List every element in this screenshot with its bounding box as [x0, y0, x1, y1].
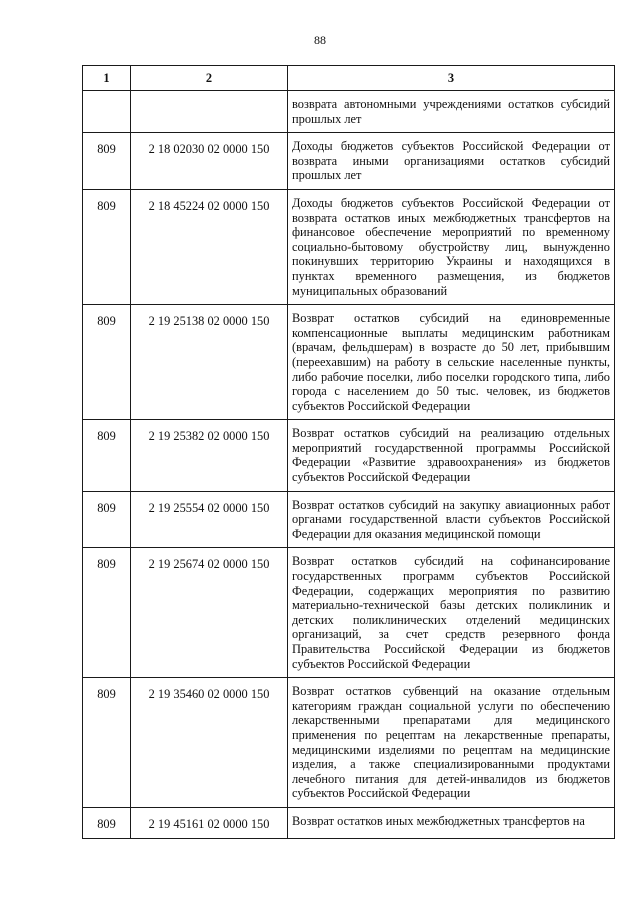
revenue-name-cell: Доходы бюджетов субъектов Российской Федерации от возврата иными организациями остатков субсидий прошлых лет [288, 133, 615, 190]
table-row [83, 807, 615, 838]
revenue-name-cell: Возврат остатков субвенций на оказание отдельным категориям граждан социальной услуги по обеспечению лекарственными препаратами для медицинского применения по рецептам на лекарственные препараты, медицинскими изделиями по рецептам на медицинские изделия, а также специализированными продуктами лечебного питания для детей-инвалидов из бюджетов субъектов Российской Федерации [288, 678, 615, 808]
budget-code-cell: 2 18 45224 02 0000 150 [131, 189, 288, 304]
revenue-name-cell: Возврат остатков субсидий на единовременные компенсационные выплаты медицинским работникам (врачам, фельдшерам) в возрасте до 50 лет, прибывшим (переехавшим) на работу в сельские населенные пункты, либо рабочие поселки, либо поселки городского типа, либо города с населением до 50 тыс. человек, из бюджетов субъектов Российской Федерации [288, 305, 615, 420]
page-number: 88 [314, 33, 326, 47]
admin-code-cell [83, 91, 131, 133]
column-header-3: 3 [288, 66, 615, 91]
table-row [83, 189, 615, 304]
budget-classification-table [82, 65, 615, 839]
budget-code-cell [131, 91, 288, 133]
revenue-name-cell: Доходы бюджетов субъектов Российской Федерации от возврата остатков иных межбюджетных трансфертов на финансовое обеспечение мероприятий по временному социально-бытовому обустройству лиц, вынужденно покинувших территорию Украины и находящихся в пунктах временного размещения, из бюджетов муниципальных образований [288, 189, 615, 304]
table-row [83, 678, 615, 808]
admin-code-cell: 809 [83, 420, 131, 491]
admin-code-cell: 809 [83, 548, 131, 678]
column-header-1: 1 [83, 66, 131, 91]
table-row [83, 305, 615, 420]
admin-code-cell: 809 [83, 807, 131, 838]
budget-code-cell: 2 19 45161 02 0000 150 [131, 807, 288, 838]
admin-code-cell: 809 [83, 305, 131, 420]
column-header-2: 2 [131, 66, 288, 91]
budget-code-cell: 2 19 35460 02 0000 150 [131, 678, 288, 808]
revenue-name-cell: Возврат остатков иных межбюджетных трансфертов на [288, 807, 615, 838]
budget-code-cell: 2 19 25554 02 0000 150 [131, 491, 288, 548]
budget-code-cell: 2 19 25674 02 0000 150 [131, 548, 288, 678]
table-row [83, 133, 615, 190]
admin-code-cell: 809 [83, 189, 131, 304]
admin-code-cell: 809 [83, 133, 131, 190]
table-row [83, 420, 615, 491]
budget-code-cell: 2 19 25382 02 0000 150 [131, 420, 288, 491]
admin-code-cell: 809 [83, 678, 131, 808]
admin-code-cell: 809 [83, 491, 131, 548]
revenue-name-cell: Возврат остатков субсидий на софинансирование государственных программ субъектов Российской Федерации, содержащих мероприятия по развитию материально-технической базы детских поликлиник и детских поликлинических отделений медицинских организаций, за счет средств резервного фонда Правительства Российской Федерации из бюджетов субъектов Российской Федерации [288, 548, 615, 678]
table-header-row [83, 66, 615, 91]
revenue-name-cell: возврата автономными учреждениями остатков субсидий прошлых лет [288, 91, 615, 133]
table-row [83, 91, 615, 133]
revenue-name-cell: Возврат остатков субсидий на реализацию отдельных мероприятий государственной программы Российской Федерации «Развитие здравоохранения» из бюджетов субъектов Российской Федерации [288, 420, 615, 491]
budget-code-cell: 2 18 02030 02 0000 150 [131, 133, 288, 190]
budget-code-cell: 2 19 25138 02 0000 150 [131, 305, 288, 420]
revenue-name-cell: Возврат остатков субсидий на закупку авиационных работ органами государственной власти субъектов Российской Федерации для оказания медицинской помощи [288, 491, 615, 548]
table-row [83, 491, 615, 548]
table-row [83, 548, 615, 678]
